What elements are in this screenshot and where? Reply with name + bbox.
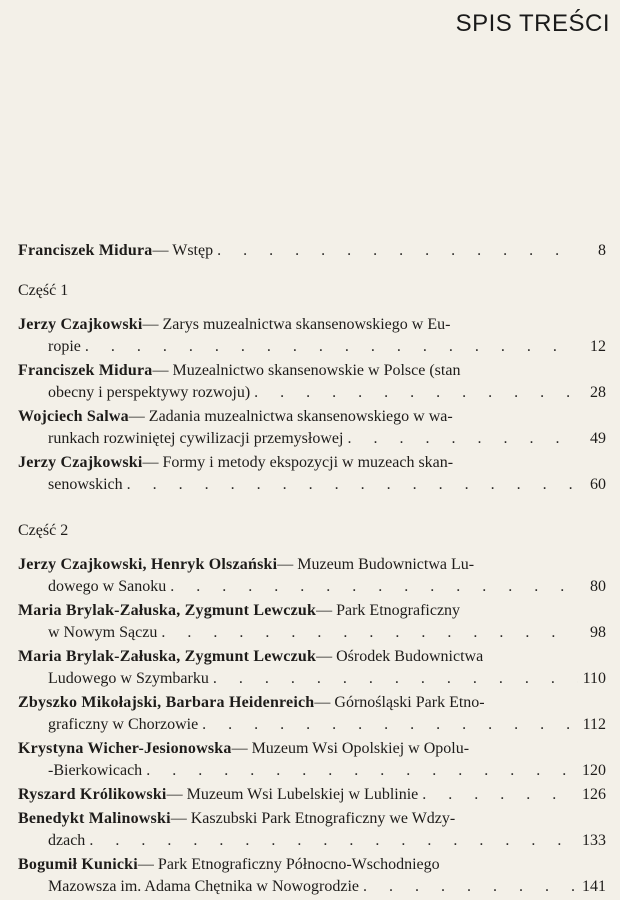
dot-leader — [343, 428, 578, 450]
entry-page-number: 126 — [582, 786, 606, 803]
entry-page-number: 8 — [598, 242, 606, 259]
entry-author: Bogumił Kunicki — [18, 856, 138, 873]
entry-page-number: 133 — [582, 832, 606, 849]
entry-page-number: 112 — [582, 716, 606, 733]
entry-page-number: 120 — [582, 762, 606, 779]
toc-entry — [18, 600, 606, 644]
toc-entry — [18, 554, 606, 598]
entry-page-number: 80 — [590, 578, 606, 595]
toc-entry — [18, 692, 606, 736]
dot-leader — [81, 336, 578, 358]
entry-title-continued: w Nowym Sączu — [48, 624, 158, 641]
part-1-entries — [18, 314, 606, 496]
entry-author: Jerzy Czajkowski — [18, 316, 143, 333]
entry-author: Wojciech Salwa — [18, 408, 129, 425]
entry-title: — Kaszubski Park Etnograficzny we Wdzy- — [170, 810, 456, 827]
entry-title: — Wstęp — [152, 242, 214, 259]
entry-page-number: 12 — [590, 338, 606, 355]
toc-entry — [18, 738, 606, 782]
entry-title: — Park Etnograficzny — [316, 602, 461, 619]
entry-page-number: 28 — [590, 384, 606, 401]
dot-leader — [157, 622, 578, 644]
toc-entry — [18, 406, 606, 450]
entry-page-number: 98 — [590, 624, 606, 641]
entry-title: — Zadania muzealnictwa skansenowskiego w wa- — [128, 408, 453, 425]
dot-leader — [209, 668, 578, 690]
entry-author: Benedykt Malinowski — [18, 810, 171, 827]
entry-title-continued: Ludowego w Szymbarku — [48, 670, 209, 687]
entry-title-continued: graficzny w Chorzowie — [48, 716, 199, 733]
part-2-heading: Część 2 — [18, 522, 69, 539]
dot-leader — [213, 240, 578, 262]
entry-title: — Ośrodek Budownictwa — [316, 648, 484, 665]
entry-title: — Formy i metody ekspozycji w muzeach skan- — [142, 454, 454, 471]
entry-author: Maria Brylak-Załuska, Zygmunt Lewczuk — [18, 648, 317, 665]
toc-entry — [18, 808, 606, 852]
entry-author: Zbyszko Mikołajski, Barbara Heidenreich — [18, 694, 315, 711]
toc-entry — [18, 784, 606, 806]
toc-entry — [18, 314, 606, 358]
dot-leader — [359, 876, 578, 898]
part-1-heading: Część 1 — [18, 282, 69, 299]
entry-title: — Górnośląski Park Etno- — [314, 694, 485, 711]
entry-author: Jerzy Czajkowski, Henryk Olszański — [18, 556, 278, 573]
toc-entry-intro — [18, 240, 606, 262]
entry-author: Maria Brylak-Załuska, Zygmunt Lewczuk — [18, 602, 317, 619]
entry-author: Ryszard Królikowski — [18, 786, 167, 803]
toc-entry — [18, 360, 606, 404]
dot-leader — [123, 474, 578, 496]
entry-page-number: 141 — [582, 878, 606, 895]
entry-author: Jerzy Czajkowski — [18, 454, 143, 471]
entry-author: Franciszek Midura — [18, 242, 153, 259]
entry-title-continued: dzach — [48, 832, 86, 849]
entry-title-continued: senowskich — [48, 476, 123, 493]
entry-title-continued: dowego w Sanoku — [48, 578, 167, 595]
dot-leader — [85, 830, 578, 852]
entry-title: — Zarys muzealnictwa skansenowskiego w Eu- — [142, 316, 451, 333]
dot-leader — [250, 382, 578, 404]
entry-title-continued: runkach rozwiniętej cywilizacji przemysłowej — [48, 430, 344, 447]
entry-title: — Muzeum Budownictwa Lu- — [277, 556, 475, 573]
toc-entry — [18, 646, 606, 690]
part-2-entries — [18, 554, 606, 898]
entry-title: — Muzeum Wsi Lubelskiej w Lublinie — [166, 786, 419, 803]
entry-page-number: 60 — [590, 476, 606, 493]
dot-leader — [418, 784, 578, 806]
toc-entry — [18, 854, 606, 898]
toc-entry — [18, 452, 606, 496]
entry-title: — Park Etnograficzny Północno-Wschodniego — [137, 856, 440, 873]
table-of-contents — [18, 240, 606, 900]
entry-title-continued: Mazowsza im. Adama Chętnika w Nowogrodzie — [48, 878, 360, 895]
page-title: SPIS TREŚCI — [455, 10, 610, 37]
entry-title: — Muzeum Wsi Opolskiej w Opolu- — [231, 740, 470, 757]
entry-title-continued: -Bierkowicach — [48, 762, 143, 779]
entry-title-continued: ropie — [48, 338, 81, 355]
entry-page-number: 49 — [590, 430, 606, 447]
dot-leader — [142, 760, 578, 782]
entry-page-number: 110 — [582, 670, 606, 687]
dot-leader — [198, 714, 578, 736]
entry-author: Krystyna Wicher-Jesionowska — [18, 740, 232, 757]
dot-leader — [166, 576, 578, 598]
entry-author: Franciszek Midura — [18, 362, 153, 379]
entry-title-continued: obecny i perspektywy rozwoju) — [48, 384, 251, 401]
entry-title: — Muzealnictwo skansenowskie w Polsce (stan — [152, 362, 461, 379]
